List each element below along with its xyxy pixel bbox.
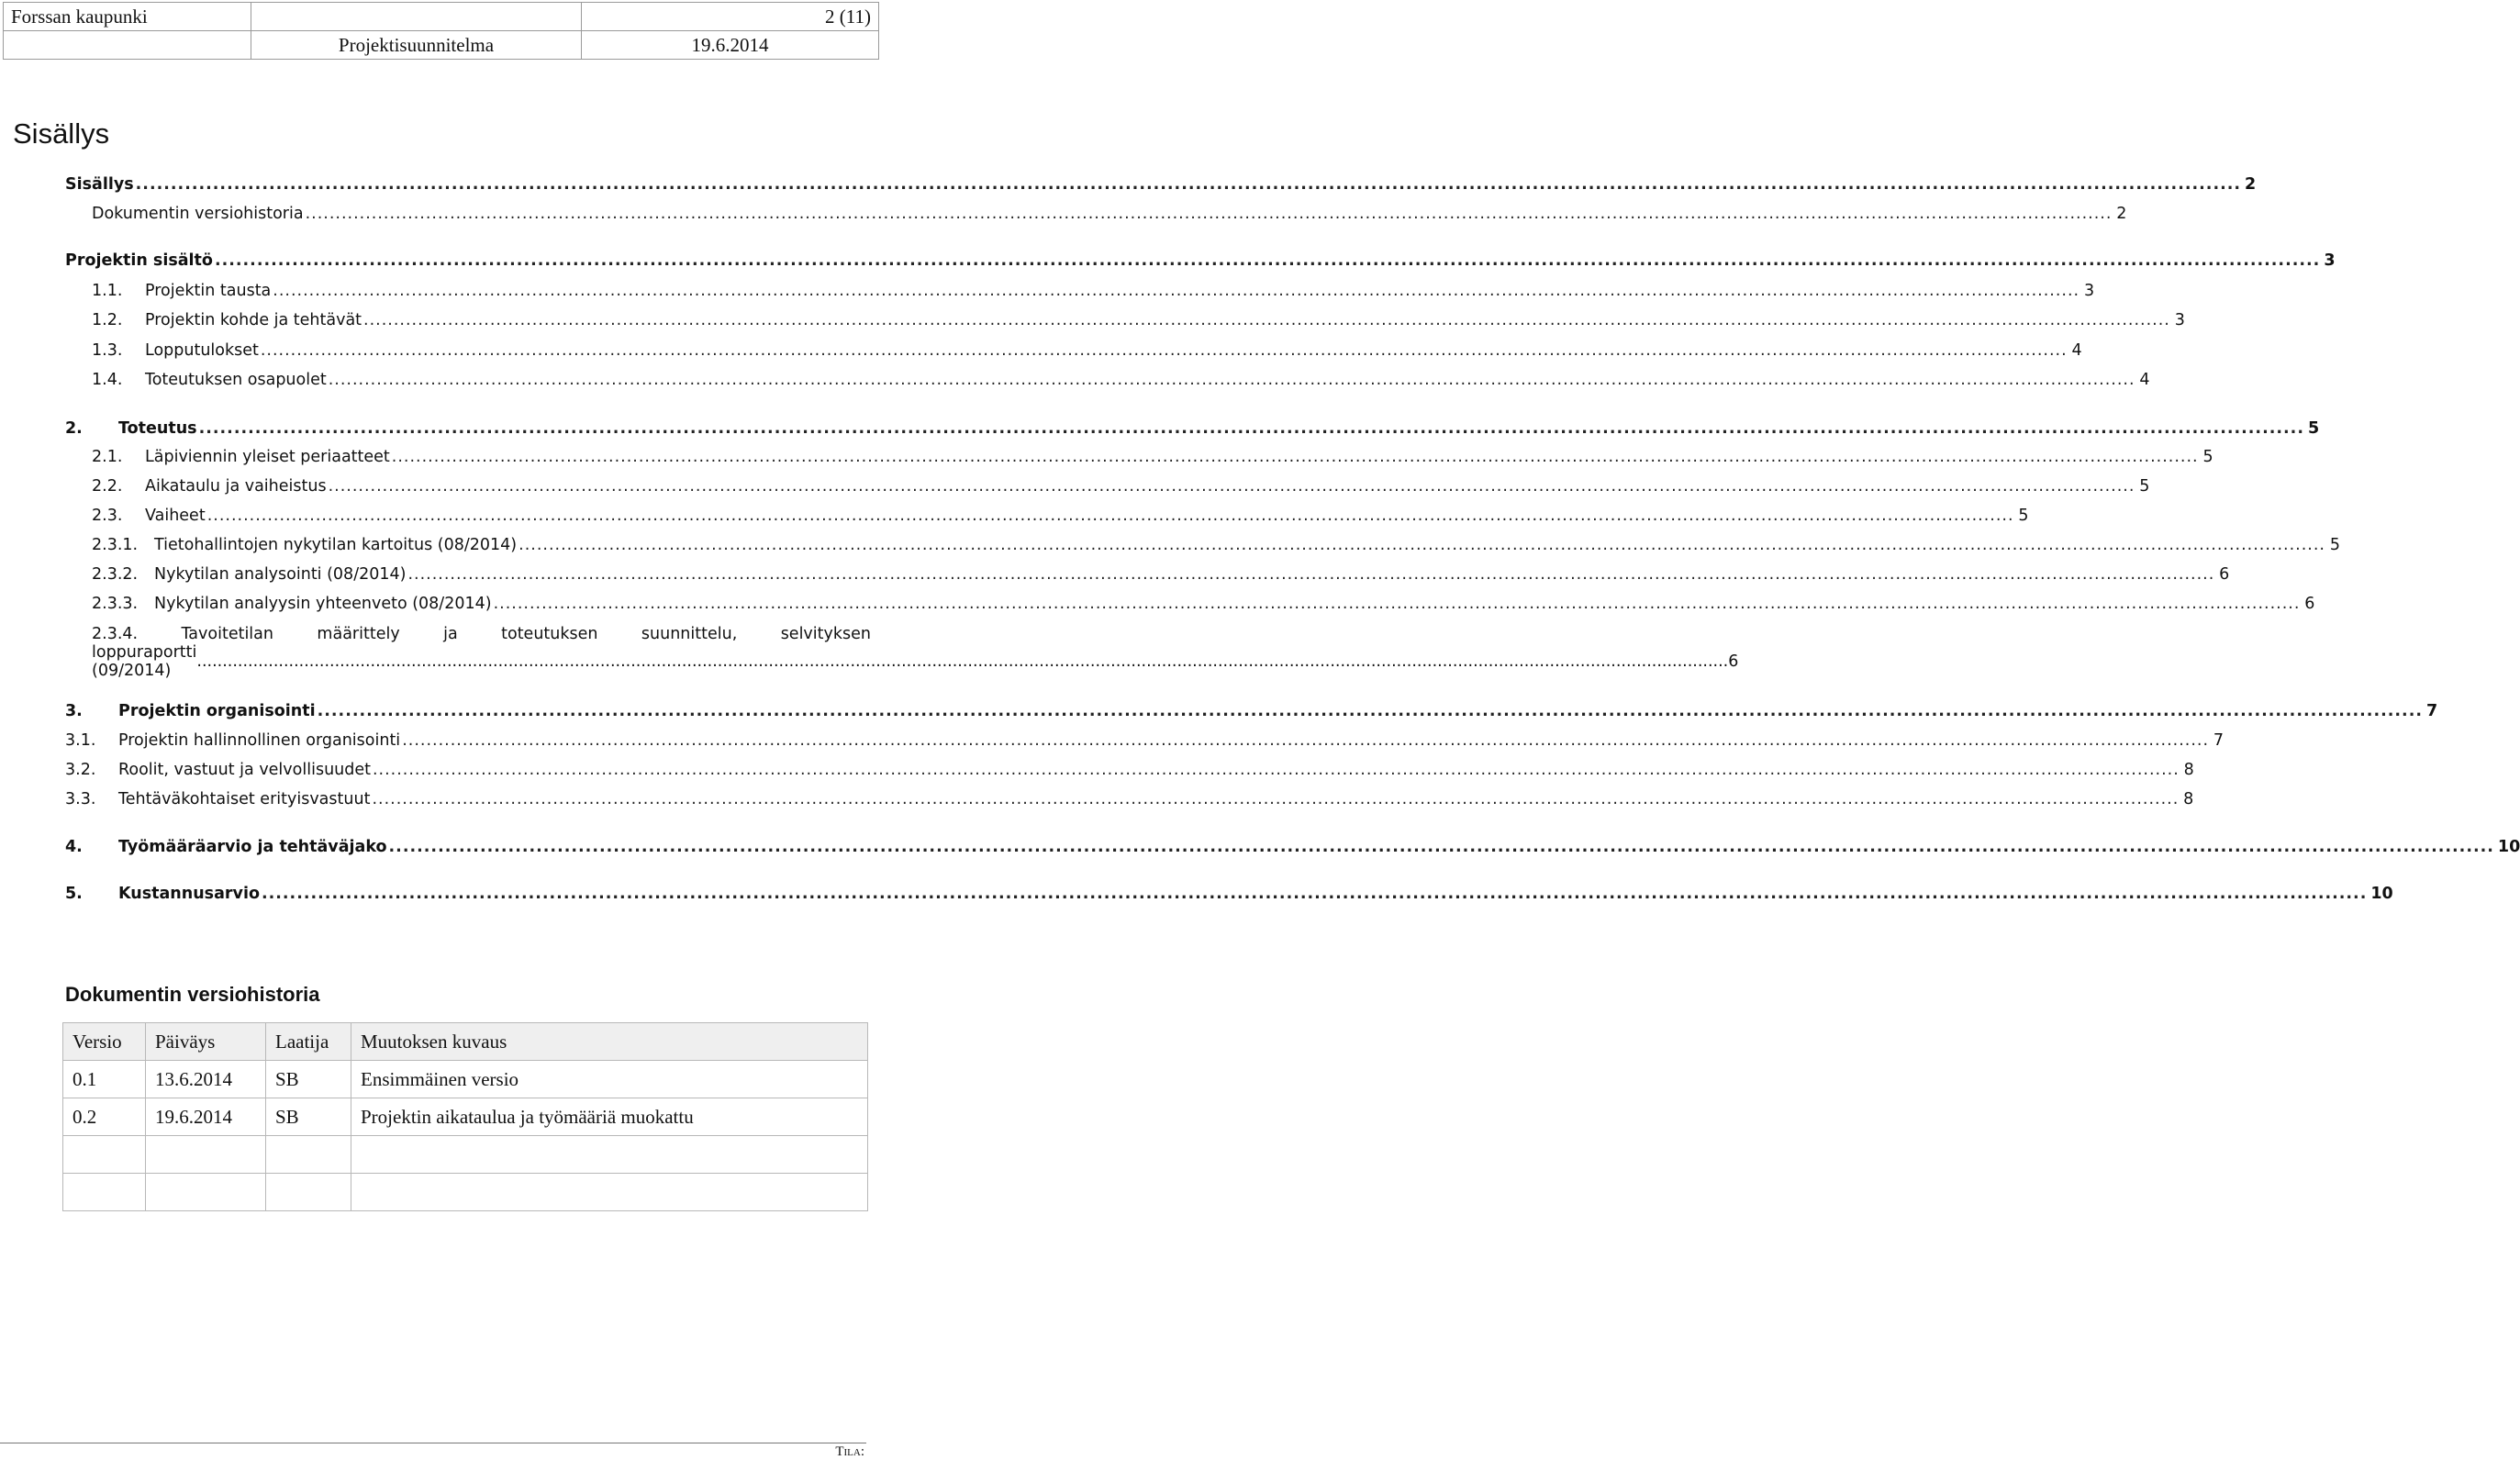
toc-entry[interactable]: 1.2. Projektin kohde ja tehtävät ............................................................................................................................................................................................................................................................................................................ 3 — [92, 311, 2185, 329]
toc-leader: ............................................................................................................................................................................................................................................................................................................ — [328, 477, 2135, 496]
toc-leader: ............................................................................................................................................................................................................................................................................................................ — [305, 205, 2113, 223]
toc-entry[interactable]: Sisällys ............................................................................................................................................................................................................................................................................................................ 2 — [65, 175, 2257, 194]
page-header — [3, 2, 879, 60]
footer-status-label: Tila: — [835, 1444, 864, 1459]
column-header-date: Päiväys — [146, 1023, 266, 1061]
toc-leader: ............................................................................................................................................................................................................................................................................................................ — [260, 341, 2068, 360]
toc-entry[interactable]: 1.1. Projektin tausta ............................................................................................................................................................................................................................................................................................................ 3 — [92, 282, 2095, 300]
toc-entry[interactable]: 2.3.2. Nykytilan analysointi (08/2014) ............................................................................................................................................................................................................................................................................................................ 6 — [92, 565, 2230, 584]
page-number: 2 (11) — [582, 3, 879, 31]
toc-entry[interactable]: 2.3. Vaiheet ............................................................................................................................................................................................................................................................................................................ 5 — [92, 507, 2029, 525]
toc-entry[interactable]: 2. Toteutus ............................................................................................................................................................................................................................................................................................................ 5 — [65, 419, 2320, 438]
page-title: Sisällys — [13, 117, 110, 150]
toc-leader: ............................................................................................................................................................................................................................................................................................................ — [372, 761, 2180, 779]
toc-leader: ............................................................................................................................................................................................................................................................................................................ — [407, 565, 2215, 584]
toc-entry[interactable]: 3.3. Tehtäväkohtaiset erityisvastuut ............................................................................................................................................................................................................................................................................................................ 8 — [65, 790, 2194, 808]
table-row — [63, 1174, 868, 1211]
column-header-description: Muutoksen kuvaus — [351, 1023, 868, 1061]
document-title: Projektisuunnitelma — [251, 31, 582, 60]
column-header-author: Laatija — [266, 1023, 351, 1061]
table-header-row — [63, 1023, 868, 1061]
toc-leader: ............................................................................................................................................................................................................................................................................................................ — [328, 371, 2135, 389]
toc-leader: ............................................................................................................................................................................................................................................................................................................ — [198, 419, 2304, 438]
toc-entry[interactable]: 2.1. Läpiviennin yleiset periaatteet ............................................................................................................................................................................................................................................................................................................ 5 — [92, 448, 2213, 466]
toc-leader: ............................................................................................................................................................................................................................................................................................................ — [391, 448, 2199, 466]
toc-leader: ............................................................................................................................................................................................................................................................................................................ — [493, 595, 2301, 613]
toc-entry[interactable]: 2.3.1. Tietohallintojen nykytilan kartoitus (08/2014) ............................................................................................................................................................................................................................................................................................................ 5 — [92, 536, 2340, 554]
organization-name: Forssan kaupunki — [4, 3, 251, 31]
toc-entry[interactable]: Projektin sisältö ............................................................................................................................................................................................................................................................................................................ 3 — [65, 251, 2336, 270]
document-date: 19.6.2014 — [582, 31, 879, 60]
toc-leader: ............................................................................................................................................................................................................................................................................................................ — [518, 536, 2325, 554]
table-row — [63, 1136, 868, 1174]
toc-entry[interactable]: 4. Työmääräarvio ja tehtäväjako ............................................................................................................................................................................................................................................................................................................ 10 — [65, 838, 2520, 856]
toc-leader: ............................................................................................................................................................................................................................................................................................................ — [196, 652, 1729, 671]
toc-leader: ............................................................................................................................................................................................................................................................................................................ — [214, 251, 2321, 270]
toc-entry[interactable]: 1.4. Toteutuksen osapuolet ............................................................................................................................................................................................................................................................................................................ 4 — [92, 371, 2150, 389]
toc-entry[interactable]: 5. Kustannusarvio ............................................................................................................................................................................................................................................................................................................ 10 — [65, 885, 2393, 903]
column-header-version: Versio — [63, 1023, 146, 1061]
version-history-table — [62, 1022, 868, 1211]
toc-leader: ............................................................................................................................................................................................................................................................................................................ — [372, 790, 2180, 808]
toc-entry[interactable]: 1.3. Lopputulokset ............................................................................................................................................................................................................................................................................................................ 4 — [92, 341, 2082, 360]
toc-entry[interactable]: 3.1. Projektin hallinnollinen organisointi ............................................................................................................................................................................................................................................................................................................ 7 — [65, 731, 2225, 750]
toc-entry[interactable]: 3. Projektin organisointi ............................................................................................................................................................................................................................................................................................................ 7 — [65, 702, 2438, 720]
toc-leader: ............................................................................................................................................................................................................................................................................................................ — [363, 311, 2170, 329]
table-row: 0.2 19.6.2014 SB Projektin aikataulua ja työmääriä muokattu — [63, 1098, 868, 1136]
toc-entry[interactable]: 2.2. Aikataulu ja vaiheistus ............................................................................................................................................................................................................................................................................................................ 5 — [92, 477, 2150, 496]
toc-leader: ............................................................................................................................................................................................................................................................................................................ — [135, 175, 2242, 194]
toc-entry[interactable]: 2.3.3. Nykytilan analyysin yhteenveto (08/2014) ............................................................................................................................................................................................................................................................................................................ 6 — [92, 595, 2315, 613]
version-history-title: Dokumentin versiohistoria — [65, 983, 320, 1006]
toc-leader: ............................................................................................................................................................................................................................................................................................................ — [206, 507, 2014, 525]
toc-leader: ............................................................................................................................................................................................................................................................................................................ — [388, 838, 2494, 856]
toc-leader: ............................................................................................................................................................................................................................................................................................................ — [317, 702, 2423, 720]
toc-leader: ............................................................................................................................................................................................................................................................................................................ — [261, 885, 2368, 903]
toc-leader: ............................................................................................................................................................................................................................................................................................................ — [402, 731, 2210, 750]
toc-leader: ............................................................................................................................................................................................................................................................................................................ — [273, 282, 2080, 300]
toc-entry-multiline[interactable]: 2.3.4. Tavoitetilan määrittely ja toteutuksen suunnittelu, selvityksen loppuraportti (09/2014) ............................................................................................................................................................................................................................................................................................................ 6 — [92, 625, 1739, 680]
toc-entry[interactable]: Dokumentin versiohistoria ............................................................................................................................................................................................................................................................................................................ 2 — [92, 205, 2127, 223]
table-row: 0.1 13.6.2014 SB Ensimmäinen versio — [63, 1061, 868, 1098]
toc-entry[interactable]: 3.2. Roolit, vastuut ja velvollisuudet ............................................................................................................................................................................................................................................................................................................ 8 — [65, 761, 2194, 779]
